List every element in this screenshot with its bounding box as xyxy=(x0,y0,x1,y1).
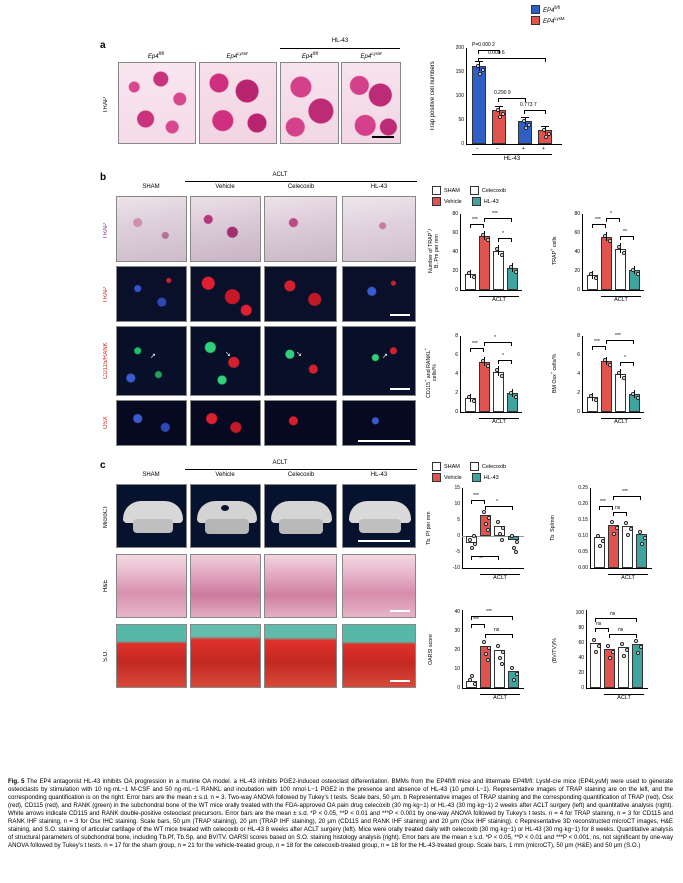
panel-c-image-so-3 xyxy=(264,624,337,688)
arrow-icon: ↗ xyxy=(382,353,388,360)
panel-c-col-label-4: HL-43 xyxy=(370,472,388,478)
sig-mark: ns xyxy=(596,621,602,627)
panel-c-image-microct-3 xyxy=(264,484,337,548)
legend-item-hl43 xyxy=(472,197,499,206)
panel-c-image-he-2 xyxy=(190,554,261,618)
ytick: 10 xyxy=(454,501,460,507)
panel-b-image-cd115-1 xyxy=(116,326,187,396)
ytick: 0 xyxy=(457,533,460,539)
panel-a-letter: a xyxy=(100,40,106,51)
sig-mark: * xyxy=(502,231,504,237)
panel-a-image-3 xyxy=(280,62,339,144)
sig-mark: ns xyxy=(494,627,500,633)
xlabel: ACLT xyxy=(617,695,631,701)
ytick: 0.00 xyxy=(578,565,588,571)
panel-c-chart-oarsi xyxy=(428,604,550,716)
sig-mark: * xyxy=(496,499,498,505)
legend-item-hl43 xyxy=(472,473,499,482)
legend-item xyxy=(531,16,565,25)
panel-a-col-label-4: $Ep4^{LysM}$ xyxy=(360,51,382,60)
ytick: 60 xyxy=(452,230,458,236)
panel-b-chart-trap-cells xyxy=(552,208,670,316)
bar-vehicle xyxy=(479,362,490,412)
panel-c-group-header: ACLT xyxy=(272,460,288,466)
ytick: 0.20 xyxy=(578,501,588,507)
sig-mark: *** xyxy=(492,211,498,217)
sig-mark: *** xyxy=(473,493,479,499)
legend-label-sham: SHAM xyxy=(444,463,460,470)
panel-c-image-microct-1 xyxy=(116,484,187,548)
ytick: 5 xyxy=(457,517,460,523)
panel-a-ylabel: Trap positive cell numbers xyxy=(430,61,436,131)
panel-a-image-1 xyxy=(118,62,196,144)
panel-c-col-label-1: SHAM xyxy=(142,472,160,478)
legend-swatch-celecoxib xyxy=(470,462,479,471)
ytick: 0 xyxy=(457,685,460,691)
panel-c-group-rule xyxy=(185,469,417,470)
ytick: 2 xyxy=(577,390,580,396)
bar-vehicle xyxy=(601,361,612,412)
panel-b-col-label-1: SHAM xyxy=(142,184,160,190)
panel-c-image-he-1 xyxy=(116,554,187,618)
figure-title: The EP4 antagonist HL-43 inhibits OA progression in a murine OA model. xyxy=(26,778,232,785)
legend-top xyxy=(531,5,565,25)
panel-b-scale-bar-row2 xyxy=(390,314,410,316)
panel-b-letter: b xyxy=(100,172,107,183)
ytick: 80 xyxy=(452,211,458,217)
legend-label-hl43: HL-43 xyxy=(483,474,499,481)
arrow-icon: ↘ xyxy=(296,351,302,358)
caption-a: a HL-43 inhibits PGE2-induced osteoclast differentiation. BMMs from the EP4fl/fl mice and littermate EP4fl/fl: LysM-cre mice (EP4LysM) were used to generate osteoclasts by stimulation with 10 ng·mL−1 M-CSF and 50 ng·mL−1 RANKL and incubation with 100 nmol·L−1 PGE2 in the presence and absence of HL-43 (10 μmol·L−1). Representative images of TRAP staining are on the left, and the corresponding quantification is on the right. Error bars are the mean ± s.d. n = 3. Two-way ANOVA followed by Tukey's t tests. Scale bars, 50 μm. xyxy=(8,778,674,802)
panel-c-image-so-2 xyxy=(190,624,261,688)
ytick: 15 xyxy=(454,485,460,491)
panel-c-letter: c xyxy=(100,460,106,471)
panel-b-row-label-cd115-rank: CD115/RANK xyxy=(103,342,109,380)
panel-c-image-he-3 xyxy=(264,554,337,618)
xlabel: ACLT xyxy=(493,695,507,701)
panel-b-image-cd115-4 xyxy=(342,326,416,396)
panel-c-image-microct-2 xyxy=(190,484,261,548)
sig-mark: ns xyxy=(615,505,621,511)
ylabel: Number of TRAP+/ B. Pm per mm xyxy=(426,229,440,273)
panel-c-col-label-2: Vehicle xyxy=(215,472,235,478)
sig-mark: ** xyxy=(479,556,483,562)
panel-a-annotation-1: P=0.000 2 xyxy=(472,42,495,48)
ytick: 40 xyxy=(574,249,580,255)
bar-celecoxib xyxy=(493,372,504,412)
panel-a-ytick-100: 100 xyxy=(455,93,464,99)
bar-celecoxib xyxy=(615,249,626,290)
panel-a-group-header: HL-43 xyxy=(331,38,349,44)
panel-b-row-label-trap-1: TRAP xyxy=(103,223,109,240)
panel-b-image-cd115-3 xyxy=(264,326,337,396)
panel-c-scale-bar-microct xyxy=(358,540,410,542)
panel-c-image-so-1 xyxy=(116,624,187,688)
panel-b-image-trap-4 xyxy=(342,196,416,262)
ytick: 4 xyxy=(577,371,580,377)
ytick: 0 xyxy=(455,409,458,415)
panel-c-scale-bar-so xyxy=(390,680,410,682)
panel-c-col-label-3: Celecoxib xyxy=(287,472,315,478)
sig-mark: *** xyxy=(472,217,478,223)
panel-a-group-rule xyxy=(280,48,400,49)
ytick: 40 xyxy=(454,609,460,615)
ytick: 100 xyxy=(575,610,584,616)
panel-c-image-microct-4 xyxy=(342,484,416,548)
ytick: -5 xyxy=(455,549,460,555)
ytick: 20 xyxy=(452,268,458,274)
legend-item-sham xyxy=(432,462,460,471)
xlabel: ACLT xyxy=(621,575,635,581)
panel-c-row-label-microct: MicroCT xyxy=(103,505,109,529)
panel-a-annotation-3: 0.290 9 xyxy=(494,90,511,96)
legend-swatch-vehicle xyxy=(432,473,441,482)
ylabel: Tb. Sp/mm xyxy=(550,515,556,541)
ytick: 0 xyxy=(577,409,580,415)
legend-label-celecoxib: Celecoxib xyxy=(481,463,507,470)
legend-item-celecoxib xyxy=(470,186,506,195)
panel-a-col-label-2: $Ep4^{LysM}$ xyxy=(226,51,248,60)
panel-a-col-label-3: $Ep4^{fl/fl}$ xyxy=(301,51,319,60)
legend-item-sham xyxy=(432,186,460,195)
legend-swatch-sham xyxy=(432,186,441,195)
panel-b-row-label-trap-2: TRAP xyxy=(103,287,109,304)
panel-b-chart-cd115-rankl xyxy=(424,330,550,442)
ytick: 0.10 xyxy=(578,533,588,539)
ylabel: TRAP+ cells xyxy=(550,236,558,266)
ytick: 10 xyxy=(454,666,460,672)
panel-b-image-ihf-trap-2 xyxy=(190,266,261,322)
panel-c-chart-bvtv xyxy=(552,604,676,716)
sig-mark: *** xyxy=(594,339,600,345)
legend-swatch-hl43 xyxy=(472,197,481,206)
legend-swatch-sham xyxy=(432,462,441,471)
sig-mark: * xyxy=(494,335,496,341)
sig-mark: * xyxy=(610,211,612,217)
panel-b-group-rule xyxy=(185,181,417,182)
xlabel: ACLT xyxy=(492,419,506,425)
panel-b-scale-bar-row4 xyxy=(358,440,410,442)
panel-b-image-trap-3 xyxy=(264,196,337,262)
legend-swatch-ep4lysm xyxy=(531,16,540,25)
panel-a-ytick-150: 150 xyxy=(455,69,464,75)
ytick: 20 xyxy=(574,268,580,274)
ytick: 0 xyxy=(581,685,584,691)
legend-label-vehicle: Vehicle xyxy=(444,474,462,481)
panel-b-row-label-osx: OSX xyxy=(103,416,109,430)
panel-c-image-he-4 xyxy=(342,554,416,618)
legend-label-ep4flfl: $EP4^{fl/fl}$ xyxy=(543,5,560,14)
panel-a-bar-1 xyxy=(472,66,486,144)
panel-a-image-4 xyxy=(341,62,401,144)
panel-b-col-label-4: HL-43 xyxy=(370,184,388,190)
ytick: 80 xyxy=(574,211,580,217)
panel-a-chart: 0 50 100 150 200 P=0.000 2 0.000 6 0.290 9 0.773 7 − − + + HL-43 Trap positive cell numbers xyxy=(432,40,582,168)
legend-swatch-vehicle xyxy=(432,197,441,206)
panel-a-xlabel: HL-43 xyxy=(503,156,521,162)
sig-mark: *** xyxy=(622,489,628,495)
panel-b-scale-bar-row3 xyxy=(390,388,410,390)
panel-a-annotation-2: 0.000 6 xyxy=(488,50,505,56)
caption-c: c Representative 3D reconstructed microCT images, H&E staining, and S.O. staining of articular cartilage of the WT mice treated with celecoxib or HL-43 8 weeks after ACLT surgery (left). Mice were orally treated daily with celecoxib (30 mg·kg−1) or HL-43 (30 mg·kg−1) for 8 weeks. Quantitative analysis of structural parameters of subchondral bone, including Tb.Pf, Tb.Sp, and BV/TV. OARSI scores based on S.O. staining histology analysis (right). Error bars are the mean ± s.d. *P < 0.05, **P < 0.01 and ***P < 0.001, ns, not significant by one-way ANOVA followed by Tukey's t tests. n = 17 for the sham group, n = 21 for the vehicle-treated group, n = 18 for the celecoxib-treated group, n = 18 for the HL-43-treated group. Scale bars, 1 mm (microCT), 50 μm (H&E) and 50 μm (S.O.) xyxy=(8,818,673,850)
ytick: 20 xyxy=(578,670,584,676)
panel-b-image-cd115-2 xyxy=(190,326,261,396)
sig-mark: *** xyxy=(595,217,601,223)
panel-c-scale-bar-he xyxy=(390,610,410,612)
ytick: 60 xyxy=(578,640,584,646)
panel-a-scale-bar xyxy=(372,136,394,138)
ytick: 0.05 xyxy=(578,549,588,555)
legend-item-celecoxib xyxy=(470,462,506,471)
panel-b-col-label-2: Vehicle xyxy=(215,184,235,190)
panel-c-image-so-4 xyxy=(342,624,416,688)
ytick: 6 xyxy=(455,352,458,358)
xlabel: ACLT xyxy=(492,297,506,303)
ylabel: Tb. Pf per mm xyxy=(426,511,432,545)
legend-item-vehicle xyxy=(432,197,462,206)
bar-vehicle xyxy=(604,649,615,688)
panel-c-row-label-so: S.O. xyxy=(103,650,109,663)
ytick: 40 xyxy=(452,249,458,255)
ytick: 8 xyxy=(455,333,458,339)
legend-item-vehicle xyxy=(432,473,462,482)
sig-mark: ns xyxy=(610,611,616,617)
legend-swatch-celecoxib xyxy=(470,186,479,195)
ytick: 40 xyxy=(578,655,584,661)
ytick: -10 xyxy=(452,565,460,571)
xlabel: ACLT xyxy=(614,297,628,303)
ytick: 0 xyxy=(577,287,580,293)
panel-b-legend xyxy=(432,186,582,206)
arrow-icon: ↗ xyxy=(150,353,156,360)
panel-a-ytick-0: 0 xyxy=(461,141,464,147)
figure-number: Fig. 5 xyxy=(8,778,25,785)
ytick: 30 xyxy=(454,628,460,634)
bar-vehicle xyxy=(479,236,490,290)
xlabel: ACLT xyxy=(614,419,628,425)
legend-label-ep4lysm: $EP4^{LysM}$ xyxy=(543,16,565,25)
sig-mark: ns xyxy=(618,627,624,633)
sig-mark: *** xyxy=(473,617,479,623)
ytick: 60 xyxy=(574,230,580,236)
panel-c-chart-tbsp xyxy=(552,484,676,592)
panel-c-legend xyxy=(432,462,582,482)
xlabel: ACLT xyxy=(493,575,507,581)
panel-b-image-osx-2 xyxy=(190,400,261,446)
panel-b-image-ihf-trap-3 xyxy=(264,266,337,322)
ytick: 0.25 xyxy=(578,485,588,491)
figure-caption xyxy=(8,778,673,850)
ytick: 8 xyxy=(577,333,580,339)
legend-swatch-hl43 xyxy=(472,473,481,482)
legend-label-hl43: HL-43 xyxy=(483,198,499,205)
arrow-icon: ↘ xyxy=(225,351,231,358)
ytick: 0 xyxy=(455,287,458,293)
ytick: 20 xyxy=(454,647,460,653)
sig-mark: *** xyxy=(486,609,492,615)
panel-b-image-osx-3 xyxy=(264,400,337,446)
legend-label-celecoxib: Celecoxib xyxy=(481,187,507,194)
ylabel: (BV/TV)/% xyxy=(552,637,558,663)
panel-b-col-label-3: Celecoxib xyxy=(287,184,315,190)
sig-mark: * xyxy=(624,355,626,361)
panel-c-row-label-he: H&E xyxy=(103,579,109,593)
panel-a-annotation-4: 0.773 7 xyxy=(520,102,537,108)
panel-c-chart-tbpf xyxy=(428,484,550,592)
legend-swatch-ep4flfl xyxy=(531,5,540,14)
ylabel: CD115+ and RANKL+ cells/% xyxy=(424,348,438,398)
ytick: 4 xyxy=(455,371,458,377)
caption-b: b Representative images of TRAP staining and the corresponding quantification of TRAP (red), Osx (red), CD115 (red), and RANK (green) in the subchondral bone of the WT mice orally treated with the FDA-approved OA pain drug celecoxib (30 mg·kg−1) or HL-43 (30 mg·kg−1) 2 weeks after ACLT surgery (left) and quantitative analysis (right). White arrows indicate CD115 and RANK double-positive osteoclast precursors. Error bars are the mean ± s.d. *P < 0.05, **P < 0.01 and ***P < 0.001 by one-way ANOVA followed by Tukey's t tests. n = 4 for TRAP staining, n = 3 for CD115 and RANK IHF staining, n = 3 for Osx IHC staining. Scale bars, 50 μm (TRAP staining), 20 μm (TRAP IHF staining), 20 μm (CD115 and RANK IHF staining) and 20 μm (Osx IHF staining). xyxy=(8,794,673,826)
ylabel: BM Osx+ cells/% xyxy=(550,353,558,393)
ytick: 6 xyxy=(577,352,580,358)
bar-vehicle xyxy=(601,237,612,290)
panel-b-image-osx-1 xyxy=(116,400,187,446)
ytick: 0.15 xyxy=(578,517,588,523)
sig-mark: * xyxy=(502,353,504,359)
panel-a-col-label-1: $Ep4^{fl/fl}$ xyxy=(147,51,165,60)
panel-a-image-2 xyxy=(199,62,277,144)
panel-a-ytick-200: 200 xyxy=(455,45,464,51)
ytick: 80 xyxy=(578,625,584,631)
sig-mark: *** xyxy=(615,333,621,339)
sig-mark: *** xyxy=(600,499,606,505)
panel-b-chart-trap-bpm xyxy=(426,208,550,316)
panel-b-image-trap-2 xyxy=(190,196,261,262)
panel-b-chart-bm-osx xyxy=(552,330,670,442)
panel-b-image-ihf-trap-1 xyxy=(116,266,187,322)
ylabel: OARSI score xyxy=(428,634,434,666)
panel-a-row-label-trap: TRAP xyxy=(103,97,109,114)
legend-item xyxy=(531,5,565,14)
sig-mark: ** xyxy=(623,229,627,235)
panel-b-image-trap-1 xyxy=(116,196,187,262)
sig-mark: *** xyxy=(472,341,478,347)
panel-b-group-header: ACLT xyxy=(272,172,288,178)
ytick: 2 xyxy=(455,390,458,396)
legend-label-sham: SHAM xyxy=(444,187,460,194)
legend-label-vehicle: Vehicle xyxy=(444,198,462,205)
panel-a-ytick-50: 50 xyxy=(458,117,464,123)
